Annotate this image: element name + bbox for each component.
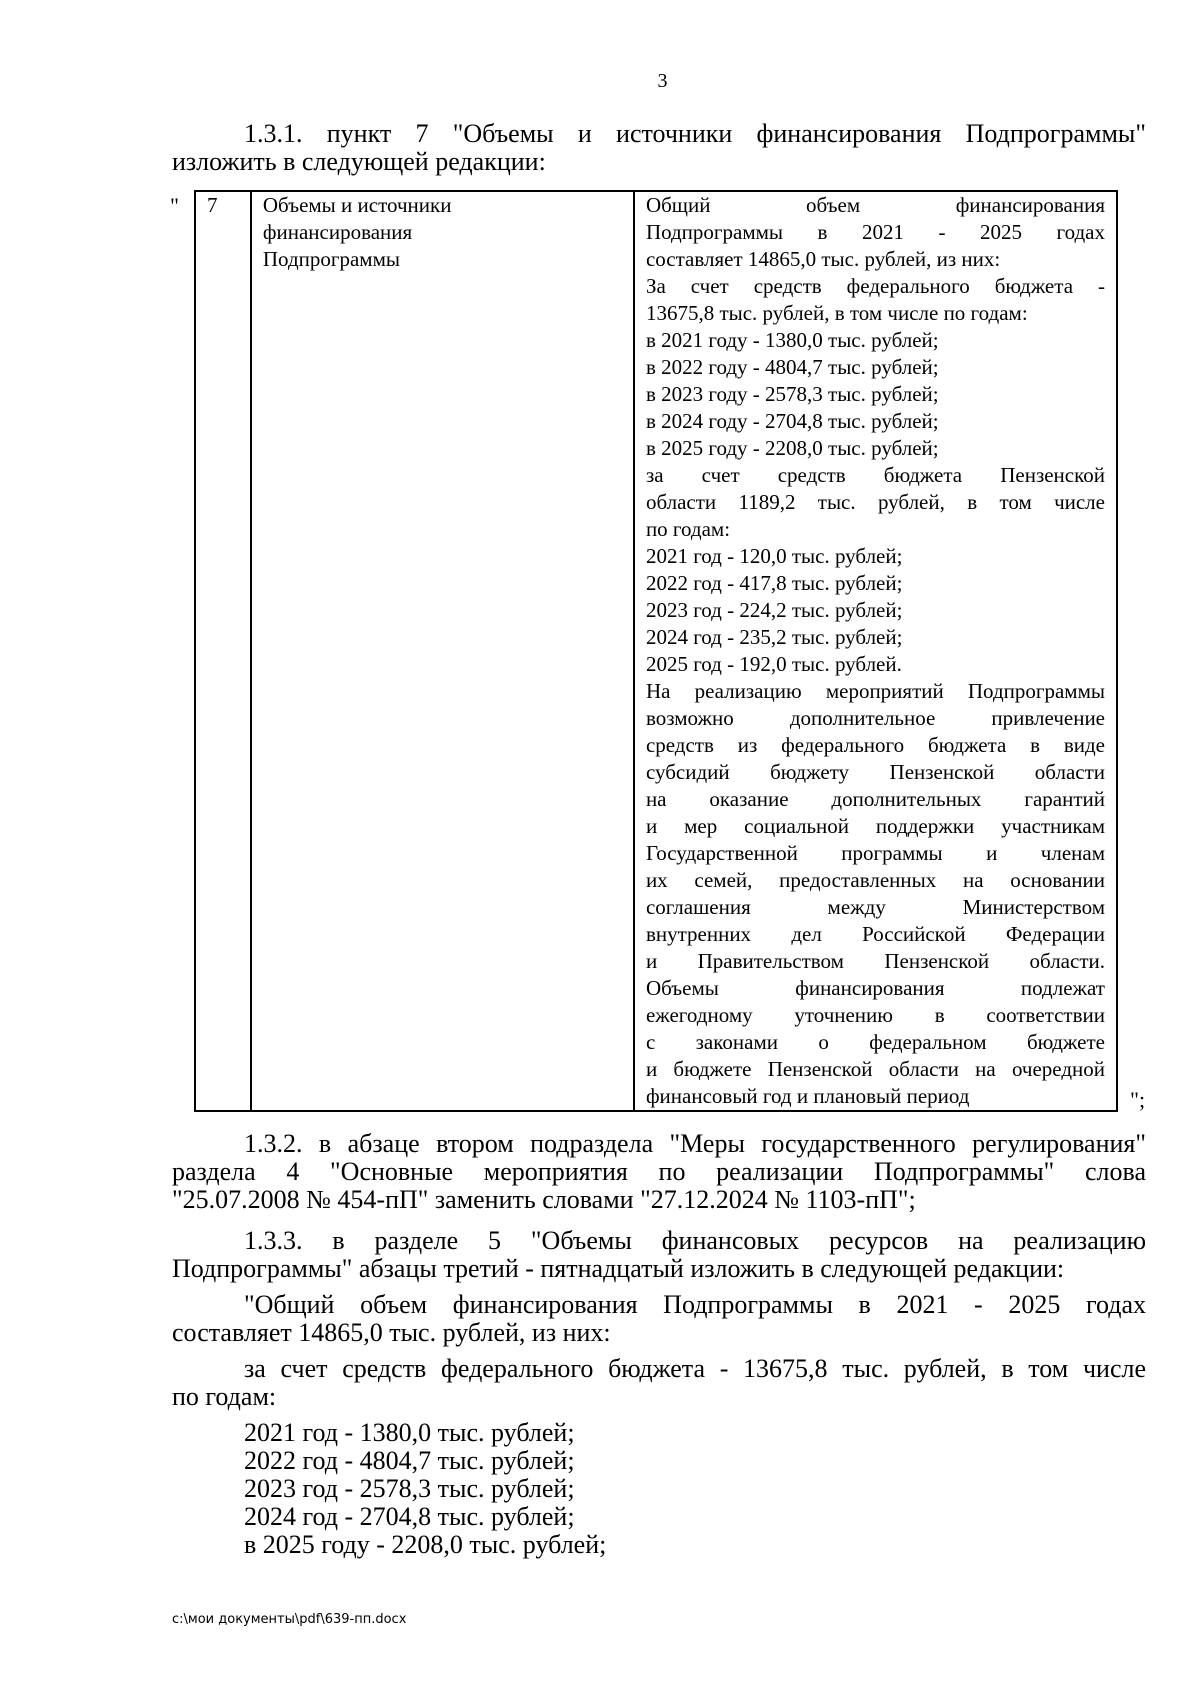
list-item: 2022 год - 4804,7 тыс. рублей; (244, 1446, 575, 1475)
section-1-3-1-line2: изложить в следующей редакции: (172, 147, 546, 176)
content-line: ежегодному уточнению в соответствии (645, 1003, 1105, 1027)
table-open-quote: " (170, 193, 179, 218)
content-line: 13675,8 тыс. рублей, в том числе по годам: (645, 301, 1028, 325)
content-line: 2021 год - 120,0 тыс. рублей; (645, 544, 903, 568)
content-line: на оказание дополнительных гарантий (645, 787, 1105, 811)
content-line: в 2023 году - 2578,3 тыс. рублей; (645, 382, 939, 406)
name-line: Подпрограммы (262, 247, 400, 271)
section-1-3-2-line2: раздела 4 "Основные мероприятия по реализации Подпрограммы" слова (172, 1157, 1146, 1186)
section-1-3-2-line1: 1.3.2. в абзаце втором подраздела "Меры государственного регулирования" (244, 1129, 1146, 1158)
table-row (195, 191, 1117, 1111)
content-line: в 2021 году - 1380,0 тыс. рублей; (645, 328, 939, 352)
list-item: 2021 год - 1380,0 тыс. рублей; (244, 1418, 575, 1447)
content-line: и мер социальной поддержки участникам (645, 814, 1105, 838)
content-line: На реализацию мероприятий Подпрограммы (645, 679, 1105, 703)
content-line: внутренних дел Российской Федерации (645, 922, 1105, 946)
quoted-paragraph-2 (172, 1355, 1146, 1411)
content-line: области 1189,2 тыс. рублей, в том числе (645, 490, 1105, 514)
section-1-3-2-line3: "25.07.2008 № 454-пП" заменить словами "27.12.2024 № 1103-пП"; (172, 1185, 916, 1214)
quoted-p2-line1: за счет средств федерального бюджета - 13675,8 тыс. рублей, в том числе (244, 1354, 1146, 1383)
footer-file-path: c:\мои документы\pdf\639-пп.docx (172, 1612, 407, 1627)
section-1-3-3 (172, 1227, 1146, 1283)
amendment-table (194, 190, 1118, 1112)
quoted-p1-line2: составляет 14865,0 тыс. рублей, из них: (172, 1318, 611, 1347)
name-line: финансирования (262, 220, 413, 244)
row-number: 7 (207, 193, 218, 217)
content-line: За счет средств федерального бюджета - (645, 274, 1105, 298)
list-item: в 2025 году - 2208,0 тыс. рублей; (244, 1530, 607, 1559)
content-line: с законами о федеральном бюджете (645, 1030, 1105, 1054)
content-line: 2022 год - 417,8 тыс. рублей; (645, 571, 903, 595)
section-1-3-2 (172, 1130, 1146, 1214)
content-line: 2025 год - 192,0 тыс. рублей. (645, 652, 902, 676)
table-close-quote: "; (1130, 1087, 1146, 1112)
content-line: по годам: (645, 517, 731, 541)
content-line: субсидий бюджету Пензенской области (645, 760, 1105, 784)
table-cell-content (634, 191, 1117, 1111)
quoted-paragraph-1 (172, 1291, 1146, 1347)
content-line: и Правительством Пензенской области. (645, 949, 1105, 973)
content-line: в 2025 году - 2208,0 тыс. рублей; (645, 436, 939, 460)
content-line: Подпрограммы в 2021 - 2025 годах (645, 220, 1105, 244)
list-item: 2024 год - 2704,8 тыс. рублей; (244, 1502, 575, 1531)
name-line: Объемы и источники (262, 193, 452, 217)
section-1-3-1 (172, 120, 1146, 176)
quoted-p1-line1: "Общий объем финансирования Подпрограммы в 2021 - 2025 годах (244, 1290, 1146, 1319)
table-cell-number (195, 191, 251, 1111)
section-1-3-3-line2: Подпрограммы" абзацы третий - пятнадцатый изложить в следующей редакции: (172, 1254, 1065, 1283)
content-line: Объемы финансирования подлежат (645, 976, 1105, 1000)
section-1-3-3-line1: 1.3.3. в разделе 5 "Объемы финансовых ресурсов на реализацию (244, 1226, 1146, 1255)
content-line: средств из федерального бюджета в виде (645, 733, 1105, 757)
content-line: в 2022 году - 4804,7 тыс. рублей; (645, 355, 939, 379)
content-line: составляет 14865,0 тыс. рублей, из них: (645, 247, 1001, 271)
content-line: соглашения между Министерством (645, 895, 1105, 919)
list-item: 2023 год - 2578,3 тыс. рублей; (244, 1474, 575, 1503)
content-line: 2024 год - 235,2 тыс. рублей; (645, 625, 903, 649)
content-line: за счет средств бюджета Пензенской (645, 463, 1105, 487)
section-1-3-1-line1: 1.3.1. пункт 7 "Объемы и источники финансирования Подпрограммы" (244, 119, 1146, 148)
quoted-p2-line2: по годам: (172, 1382, 277, 1411)
content-line: Государственной программы и членам (645, 841, 1105, 865)
table-cell-name (251, 191, 634, 1111)
content-line: в 2024 году - 2704,8 тыс. рублей; (645, 409, 939, 433)
content-line: и бюджете Пензенской области на очередной (645, 1057, 1105, 1081)
quoted-years-list (172, 1419, 1146, 1559)
content-line: Общий объем финансирования (645, 193, 1105, 217)
content-line: их семей, предоставленных на основании (645, 868, 1105, 892)
content-line: финансовый год и плановый период (645, 1084, 970, 1108)
content-line: возможно дополнительное привлечение (645, 706, 1105, 730)
content-line: 2023 год - 224,2 тыс. рублей; (645, 598, 903, 622)
page-number: 3 (657, 70, 668, 92)
